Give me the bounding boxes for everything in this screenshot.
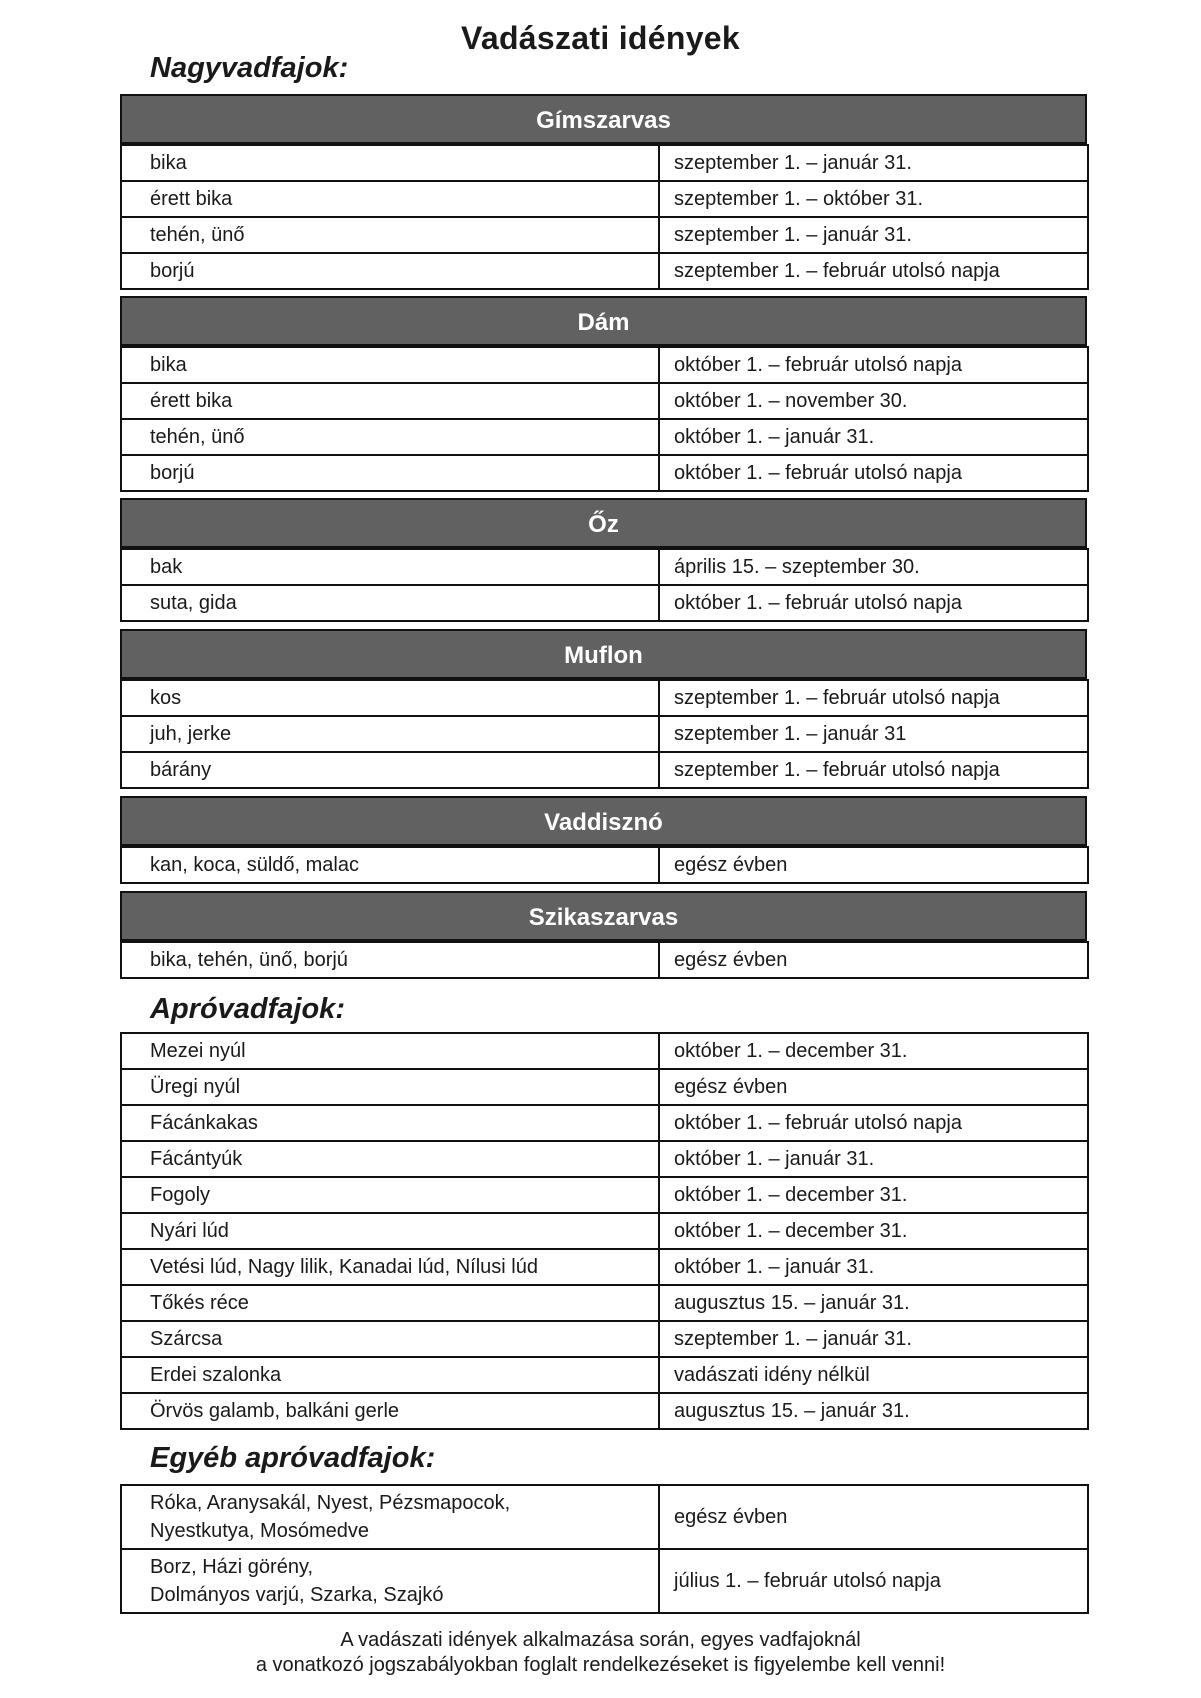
category-cell: tehén, ünő <box>121 419 659 455</box>
period-cell: egész évben <box>659 1069 1088 1105</box>
table-row <box>121 716 1088 752</box>
species-header: Gímszarvas <box>120 94 1087 144</box>
period-cell: szeptember 1. – február utolsó napja <box>659 680 1088 716</box>
table-row <box>121 942 1088 978</box>
category-cell: borjú <box>121 253 659 289</box>
table-row <box>121 217 1088 253</box>
period-cell: október 1. – december 31. <box>659 1213 1088 1249</box>
table-row <box>121 1213 1088 1249</box>
section-heading-small-game: Apróvadfajok: <box>150 993 345 1025</box>
species-block-gimszarvas <box>120 94 1087 290</box>
species-cell: Örvös galamb, balkáni gerle <box>121 1393 659 1429</box>
period-cell: szeptember 1. – január 31. <box>659 217 1088 253</box>
period-cell: egész évben <box>659 1485 1088 1549</box>
species-cell: Mezei nyúl <box>121 1033 659 1069</box>
category-cell: bika, tehén, ünő, borjú <box>121 942 659 978</box>
table-row <box>121 1033 1088 1069</box>
species-header: Dám <box>120 296 1087 346</box>
category-cell: juh, jerke <box>121 716 659 752</box>
species-cell: Tőkés réce <box>121 1285 659 1321</box>
period-cell: április 15. – szeptember 30. <box>659 549 1088 585</box>
period-cell: október 1. – január 31. <box>659 1249 1088 1285</box>
table-row <box>121 347 1088 383</box>
other-small-game-block <box>120 1484 1087 1614</box>
small-game-block <box>120 1032 1087 1430</box>
season-table <box>120 1032 1089 1430</box>
page-title: Vadászati idények <box>460 20 741 56</box>
table-row <box>121 847 1088 883</box>
period-cell: október 1. – február utolsó napja <box>659 455 1088 491</box>
section-heading-big-game: Nagyvadfajok: <box>150 52 349 84</box>
season-table <box>120 941 1089 979</box>
species-block-oz <box>120 498 1087 622</box>
table-row <box>121 1321 1088 1357</box>
period-cell: július 1. – február utolsó napja <box>659 1549 1088 1613</box>
species-cell: Fogoly <box>121 1177 659 1213</box>
category-cell: kos <box>121 680 659 716</box>
table-row <box>121 1485 1088 1549</box>
category-cell: bika <box>121 145 659 181</box>
period-cell: szeptember 1. – január 31. <box>659 145 1088 181</box>
section-heading-other-small-game: Egyéb apróvadfajok: <box>150 1442 436 1474</box>
period-cell: október 1. – december 31. <box>659 1033 1088 1069</box>
category-cell: érett bika <box>121 181 659 217</box>
category-cell: tehén, ünő <box>121 217 659 253</box>
period-cell: október 1. – január 31. <box>659 419 1088 455</box>
period-cell: október 1. – november 30. <box>659 383 1088 419</box>
season-table <box>120 679 1089 789</box>
table-row <box>121 752 1088 788</box>
table-row <box>121 1141 1088 1177</box>
period-cell: október 1. – február utolsó napja <box>659 1105 1088 1141</box>
table-row <box>121 680 1088 716</box>
species-block-muflon <box>120 629 1087 789</box>
table-row <box>121 549 1088 585</box>
period-cell: egész évben <box>659 942 1088 978</box>
category-cell: bárány <box>121 752 659 788</box>
table-row <box>121 585 1088 621</box>
species-header: Őz <box>120 498 1087 548</box>
species-cell: Erdei szalonka <box>121 1357 659 1393</box>
species-line: Borz, Házi görény, <box>150 1556 314 1578</box>
table-row <box>121 181 1088 217</box>
period-cell: szeptember 1. – február utolsó napja <box>659 752 1088 788</box>
category-cell: kan, koca, süldő, malac <box>121 847 659 883</box>
species-line: Róka, Aranysakál, Nyest, Pézsmapocok, <box>150 1492 511 1514</box>
table-row <box>121 1069 1088 1105</box>
period-cell: szeptember 1. – január 31 <box>659 716 1088 752</box>
table-row <box>121 383 1088 419</box>
period-cell: szeptember 1. – január 31. <box>659 1321 1088 1357</box>
season-table <box>120 346 1089 492</box>
footer-note <box>0 1628 1201 1678</box>
species-block-szikaszarvas <box>120 891 1087 979</box>
category-cell: borjú <box>121 455 659 491</box>
period-cell: egész évben <box>659 847 1088 883</box>
period-cell: szeptember 1. – október 31. <box>659 181 1088 217</box>
table-row <box>121 1249 1088 1285</box>
species-line: Dolmányos varjú, Szarka, Szajkó <box>150 1584 444 1606</box>
species-header: Muflon <box>120 629 1087 679</box>
table-row <box>121 1393 1088 1429</box>
period-cell: október 1. – január 31. <box>659 1141 1088 1177</box>
species-block-dam <box>120 296 1087 492</box>
species-cell: Vetési lúd, Nagy lilik, Kanadai lúd, Nílusi lúd <box>121 1249 659 1285</box>
species-cell <box>121 1485 659 1549</box>
season-table <box>120 144 1089 290</box>
period-cell: augusztus 15. – január 31. <box>659 1393 1088 1429</box>
category-cell: bak <box>121 549 659 585</box>
species-header: Vaddisznó <box>120 796 1087 846</box>
footer-line: a vonatkozó jogszabályokban foglalt rendelkezéseket is figyelembe kell venni! <box>255 1654 946 1676</box>
species-header: Szikaszarvas <box>120 891 1087 941</box>
species-cell: Szárcsa <box>121 1321 659 1357</box>
species-line: Nyestkutya, Mosómedve <box>150 1520 369 1542</box>
species-cell: Nyári lúd <box>121 1213 659 1249</box>
species-block-vaddiszno <box>120 796 1087 884</box>
table-row <box>121 1285 1088 1321</box>
species-cell: Fácántyúk <box>121 1141 659 1177</box>
category-cell: suta, gida <box>121 585 659 621</box>
table-row <box>121 145 1088 181</box>
table-row <box>121 1549 1088 1613</box>
period-cell: október 1. – december 31. <box>659 1177 1088 1213</box>
period-cell: október 1. – február utolsó napja <box>659 585 1088 621</box>
table-row <box>121 455 1088 491</box>
table-row <box>121 253 1088 289</box>
period-cell: szeptember 1. – február utolsó napja <box>659 253 1088 289</box>
species-cell: Fácánkakas <box>121 1105 659 1141</box>
category-cell: bika <box>121 347 659 383</box>
period-cell: október 1. – február utolsó napja <box>659 347 1088 383</box>
table-row <box>121 419 1088 455</box>
species-cell <box>121 1549 659 1613</box>
season-table <box>120 1484 1089 1614</box>
table-row <box>121 1357 1088 1393</box>
period-cell: vadászati idény nélkül <box>659 1357 1088 1393</box>
table-row <box>121 1105 1088 1141</box>
category-cell: érett bika <box>121 383 659 419</box>
season-table <box>120 548 1089 622</box>
footer-line: A vadászati idények alkalmazása során, egyes vadfajoknál <box>340 1629 861 1651</box>
period-cell: augusztus 15. – január 31. <box>659 1285 1088 1321</box>
season-table <box>120 846 1089 884</box>
species-cell: Üregi nyúl <box>121 1069 659 1105</box>
table-row <box>121 1177 1088 1213</box>
